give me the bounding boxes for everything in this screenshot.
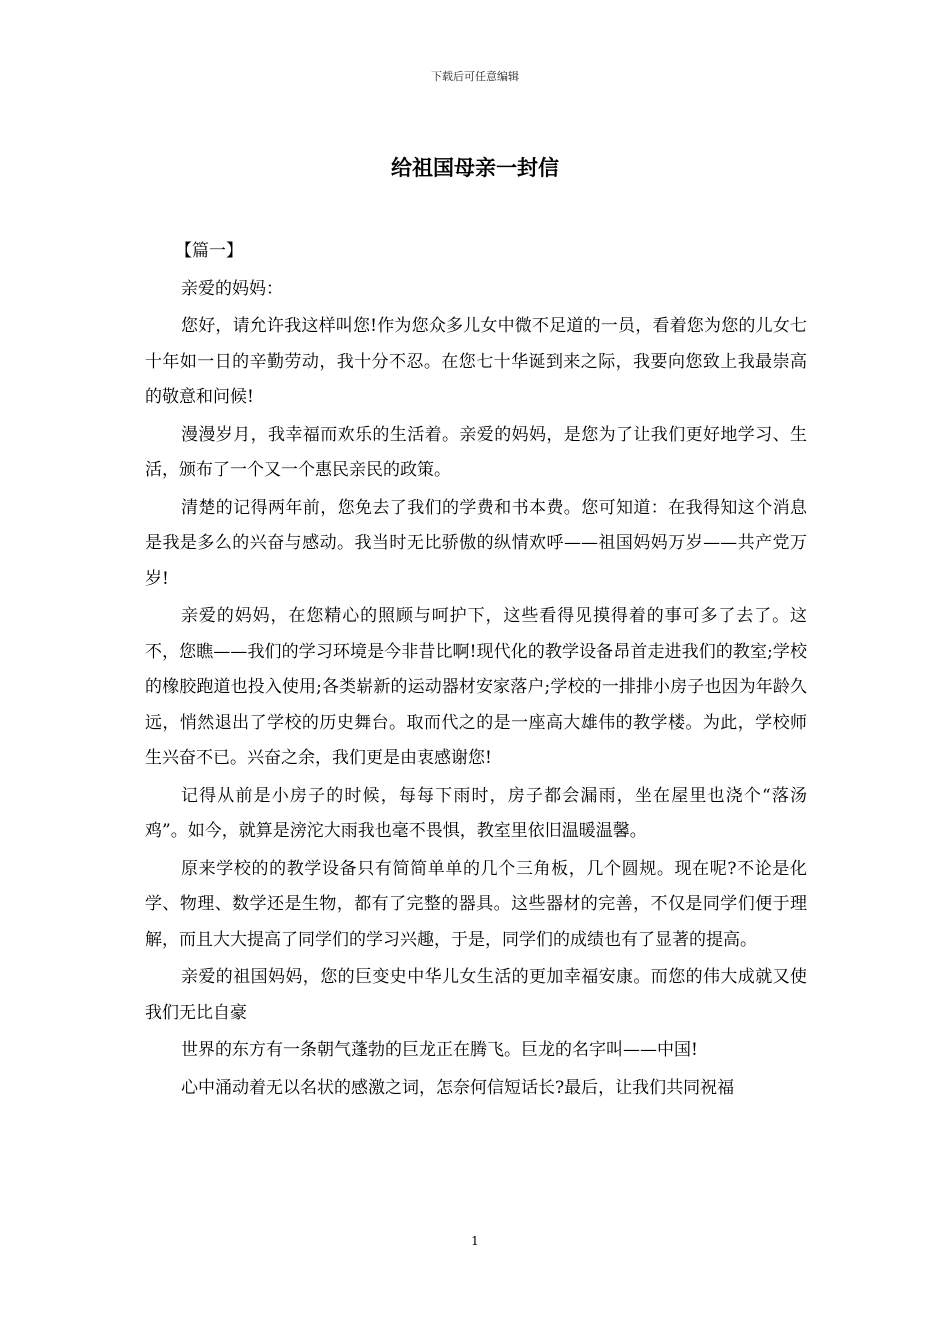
paragraph-1: 您好，请允许我这样叫您!作为您众多儿女中微不足道的一员，看着您为您的儿女七十年如一日的辛勤劳动，我十分不忍。在您七十华诞到来之际，我要向您致上我最崇高的敬意和问候! (145, 316, 807, 407)
paragraph-7: 亲爱的祖国妈妈，您的巨变史中华儿女生活的更加幸福安康。而您的伟大成就又使我们无比自豪 (145, 967, 807, 1023)
paragraph-4: 亲爱的妈妈，在您精心的照顾与呵护下，这些看得见摸得着的事可多了去了。这不，您瞧——我们的学习环境是今非昔比啊!现代化的教学设备昂首走进我们的教室;学校的橡胶跑道也投入使用;各类崭新的运动器材安家落户;学校的一排排小房子也因为年龄久远，悄然退出了学校的历史舞台。取而代之的是一座高大雄伟的教学楼。为此，学校师生兴奋不已。兴奋之余，我们更是由衷感谢您! (145, 606, 807, 768)
paragraph-9: 心中涌动着无以名状的感激之词，怎奈何信短话长?最后，让我们共同祝福 (181, 1077, 735, 1098)
paragraph-5: 记得从前是小房子的时候，每每下雨时，房子都会漏雨，坐在屋里也浇个“落汤鸡”。如今，就算是滂沱大雨我也毫不畏惧，教室里依旧温暖温馨。 (145, 785, 807, 841)
section-label: 【篇一】 (175, 241, 243, 261)
letter-body (145, 234, 807, 1108)
page-number: 1 (471, 1234, 479, 1248)
paragraph-3: 清楚的记得两年前，您免去了我们的学费和书本费。您可知道：在我得知这个消息是我是多么的兴奋与感动。我当时无比骄傲的纵情欢呼——祖国妈妈万岁——共产党万岁! (145, 497, 807, 589)
document-title: 给祖国母亲一封信 (391, 155, 559, 180)
salutation: 亲爱的妈妈： (181, 278, 283, 299)
paragraph-8: 世界的东方有一条朝气蓬勃的巨龙正在腾飞。巨龙的名字叫——中国! (181, 1040, 698, 1060)
paragraph-2: 漫漫岁月，我幸福而欢乐的生活着。亲爱的妈妈，是您为了让我们更好地学习、生活，颁布了一个又一个惠民亲民的政策。 (145, 424, 807, 480)
header-note: 下载后可任意编辑 (431, 70, 519, 83)
paragraph-6: 原来学校的的教学设备只有简简单单的几个三角板，几个圆规。现在呢?不论是化学、物理、数学还是生物，都有了完整的器具。这些器材的完善，不仅是同学们便于理解，而且大大提高了同学们的学习兴趣，于是，同学们的成绩也有了显著的提高。 (145, 858, 807, 950)
